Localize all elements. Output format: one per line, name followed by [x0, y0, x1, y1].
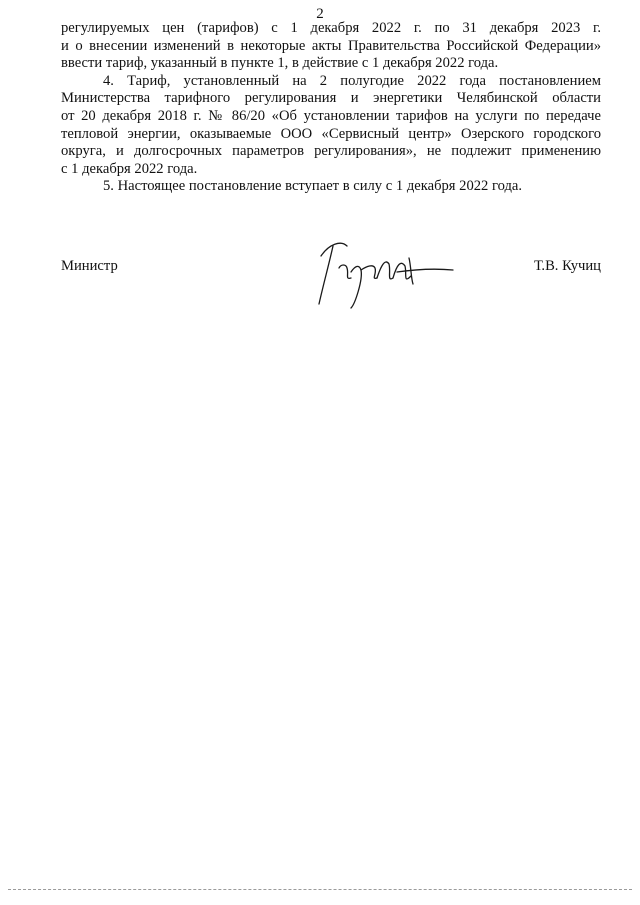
text-line: округа, и долгосрочных параметров регулирования», не подлежит применению [61, 143, 601, 160]
text-line: 4. Тариф, установленный на 2 полугодие 2022 года постановлением [103, 72, 601, 89]
text-line: ввести тариф, указанный в пункте 1, в действие с 1 декабря 2022 года. [61, 55, 499, 72]
text-line: 5. Настоящее постановление вступает в силу с 1 декабря 2022 года. [103, 178, 523, 195]
text-line: регулируемых цен (тарифов) с 1 декабря 2022 г. по 31 декабря 2023 г. [61, 20, 601, 36]
paragraph-item-4 [61, 73, 601, 179]
handwritten-signature [311, 238, 461, 313]
page-number: 2 [316, 6, 324, 22]
text-line: тепловой энергии, оказываемые ООО «Сервисный центр» Озерского городского [61, 125, 601, 142]
text-line: Министерства тарифного регулирования и энергетики Челябинской области [61, 90, 601, 107]
signatory-name: Т.В. Кучиц [533, 258, 601, 274]
text-line: от 20 декабря 2018 г. № 86/20 «Об установлении тарифов на услуги по передаче [61, 107, 601, 124]
signatory-title: Министр [61, 258, 118, 274]
paragraph-continuation [61, 20, 601, 73]
signature-block [61, 238, 601, 318]
paragraph-item-5 [61, 178, 601, 196]
text-line: и о внесении изменений в некоторые акты Правительства Российской Федерации» [61, 37, 601, 54]
document-body [61, 20, 601, 196]
text-line: с 1 декабря 2022 года. [61, 160, 198, 177]
scan-edge-line [8, 889, 632, 892]
